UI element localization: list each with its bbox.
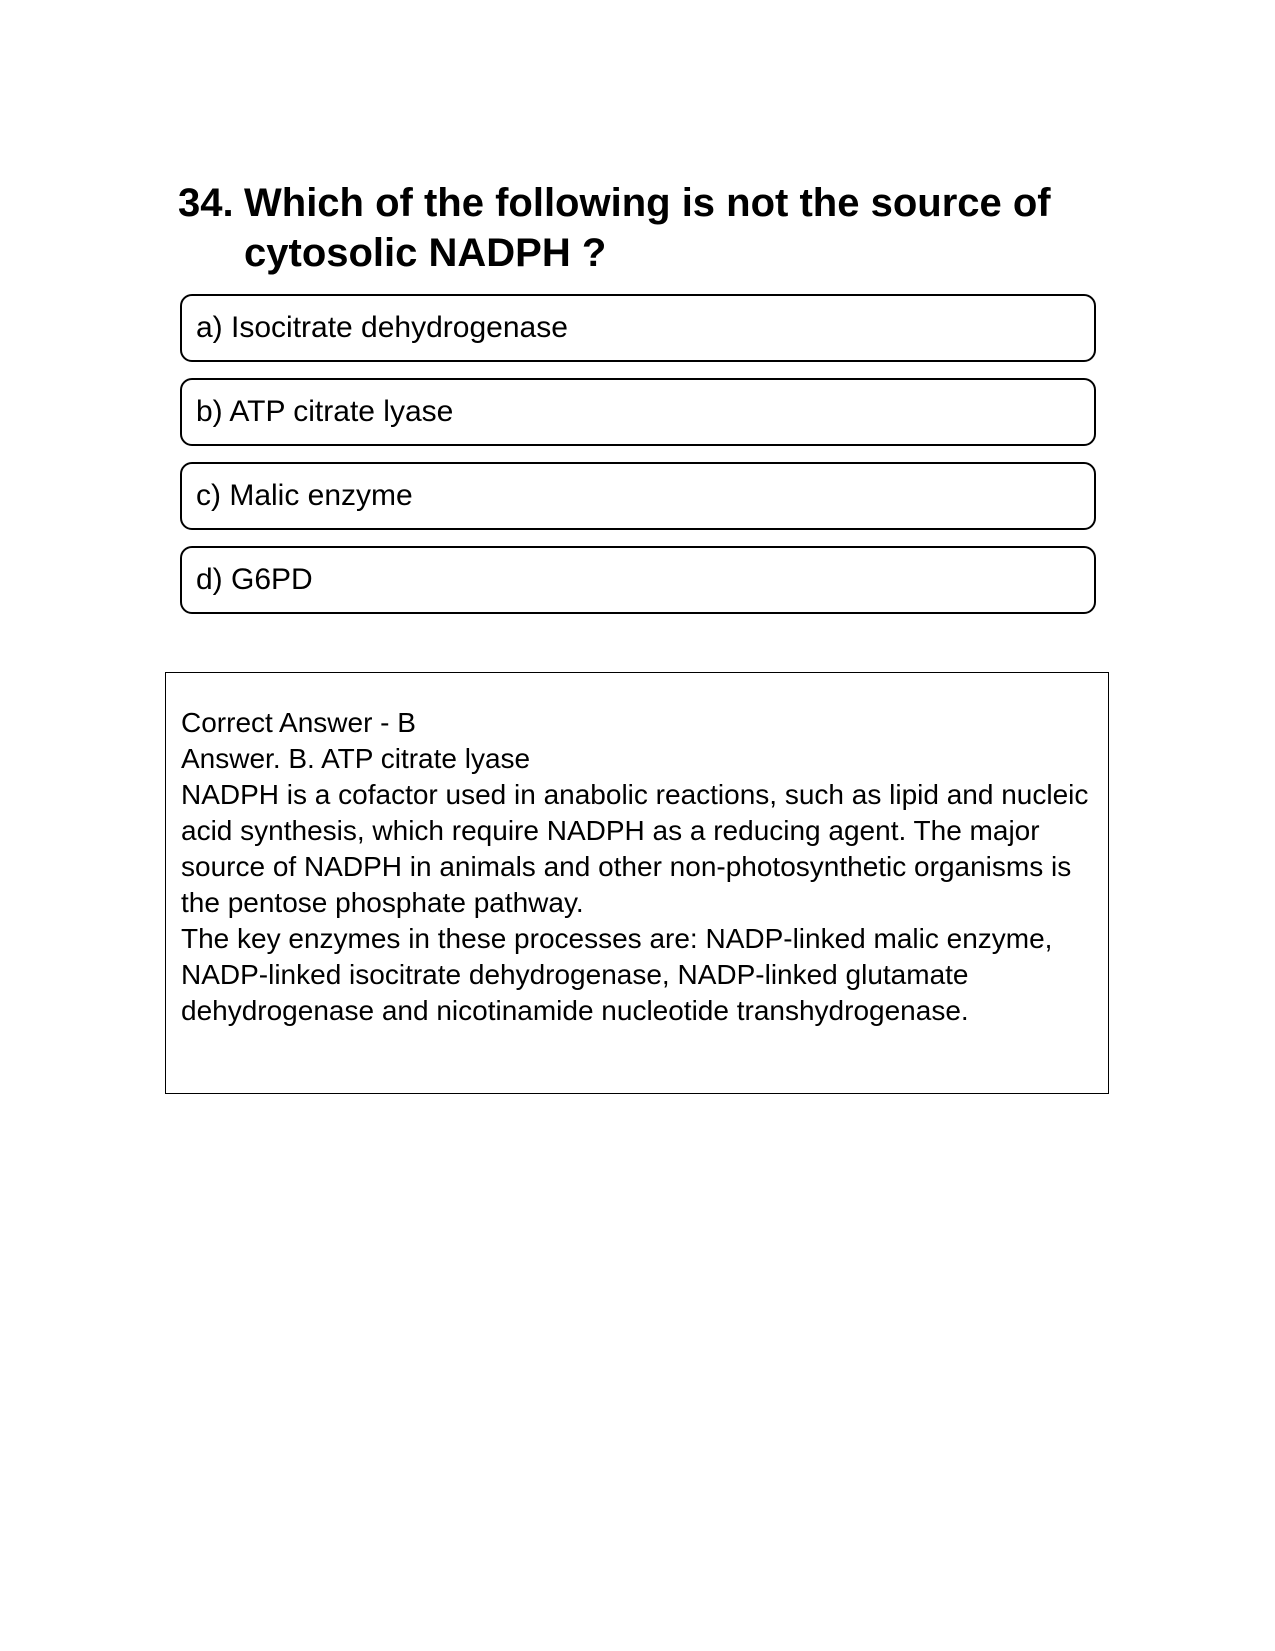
option-d[interactable]: d) G6PD [180, 546, 1096, 614]
options-list [180, 294, 1096, 630]
explanation-paragraph: The key enzymes in these processes are: NADP-linked malic enzyme, NADP-linked isocitrate dehydrogenase, NADP-linked glutamate dehydrogenase and nicotinamide nucleotide transhydrogenase. [181, 923, 1053, 1026]
question [178, 178, 1098, 278]
explanation-paragraph: NADPH is a cofactor used in anabolic reactions, such as lipid and nucleic acid synthesis, which require NADPH as a reducing agent. The major source of NADPH in animals and other non-photosynthetic organisms is the pentose phosphate pathway. [181, 779, 1089, 918]
question-text: Which of the following is not the source of cytosolic NADPH ? [244, 181, 1051, 275]
question-number: 34. [178, 181, 234, 225]
answer-line: Answer. B. ATP citrate lyase [181, 743, 531, 774]
answer-box [165, 672, 1109, 1094]
option-b[interactable]: b) ATP citrate lyase [180, 378, 1096, 446]
option-a[interactable]: a) Isocitrate dehydrogenase [180, 294, 1096, 362]
option-c[interactable]: c) Malic enzyme [180, 462, 1096, 530]
correct-answer: Correct Answer - B [181, 707, 416, 738]
